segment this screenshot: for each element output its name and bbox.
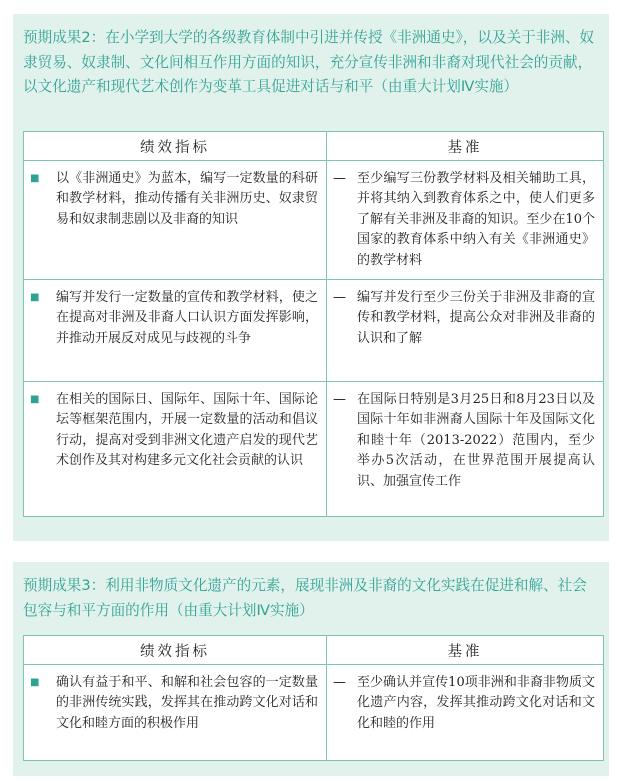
dash-icon: — <box>333 392 346 408</box>
indicator-cell <box>24 161 327 280</box>
outcome-3-table <box>23 635 604 761</box>
outcome-2-panel <box>13 10 609 541</box>
panel-top-divider <box>13 10 609 14</box>
table-row <box>24 382 604 517</box>
indicator-text: 编写并发行一定数量的宣传和教学材料，使之在提高对非洲及非裔人口认识方面发挥影响，并推动开展反对成见与歧视的斗争 <box>56 290 318 346</box>
bullet-icon: ■ <box>30 173 40 184</box>
benchmark-header: 基准 <box>327 132 604 161</box>
indicator-cell <box>24 280 327 382</box>
dash-icon: — <box>333 675 346 690</box>
benchmark-cell <box>327 280 604 382</box>
benchmark-cell <box>327 161 604 280</box>
table-header-row <box>24 636 604 665</box>
table-row <box>24 665 604 761</box>
dash-icon: — <box>333 290 346 306</box>
bullet-icon: ■ <box>30 292 40 304</box>
outcome-2-table <box>23 131 604 517</box>
indicator-text: 以《非洲通史》为蓝本，编写一定数量的科研和教学材料，推动传播有关非洲历史、奴隶贸易和奴隶制悲剧以及非裔的知识 <box>56 171 318 227</box>
indicator-cell <box>24 382 327 517</box>
dash-icon: — <box>333 171 346 186</box>
table-row <box>24 280 604 382</box>
benchmark-text: 至少确认并宣传10项非洲和非裔非物质文化遗产内容，发挥其推动跨文化对话和文化和睦的作用 <box>357 675 595 731</box>
indicator-text: 确认有益于和平、和解和社会包容的一定数量的非洲传统实践，发挥其在推动跨文化对话和文化和睦方面的积极作用 <box>56 675 318 731</box>
outcome-3-panel <box>13 562 609 776</box>
benchmark-text: 在国际日特别是3月25日和8月23日以及国际十年如非洲裔人国际十年及国际文化和睦十年（2013-2022）范围内，至少举办5次活动，在世界范围开展提高认识、加强宣传工作 <box>357 392 595 489</box>
indicator-cell <box>24 665 327 761</box>
indicator-text: 在相关的国际日、国际年、国际十年、国际论坛等框架范围内，开展一定数量的活动和倡议行动，提高对受到非洲文化遗产启发的现代艺术创作及其对构建多元文化社会贡献的认识 <box>56 392 318 469</box>
outcome-2-title: 预期成果2：在小学到大学的各级教育体制中引进并传授《非洲通史》，以及关于非洲、奴隶贸易、奴隶制、文化间相互作用方面的知识，充分宣传非洲和非裔对现代社会的贡献，以文化遗产和现代艺术创作为变革工具促进对话与和平（由重大计划Ⅳ实施） <box>23 29 595 95</box>
indicator-header: 绩效指标 <box>24 636 327 665</box>
indicator-header: 绩效指标 <box>24 132 327 161</box>
table-row <box>24 161 604 280</box>
bullet-icon: ■ <box>30 677 40 688</box>
bullet-icon: ■ <box>30 394 40 406</box>
benchmark-text: 至少编写三份教学材料及相关辅助工具，并将其纳入到教育体系之中，使人们更多了解有关非洲及非裔的知识。至少在10个国家的教育体系中纳入有关《非洲通史》的教学材料 <box>357 171 595 268</box>
benchmark-cell <box>327 382 604 517</box>
benchmark-header: 基准 <box>327 636 604 665</box>
table-header-row <box>24 132 604 161</box>
outcome-3-title: 预期成果3：利用非物质文化遗产的元素，展现非洲及非裔的文化实践在促进和解、社会包容与和平方面的作用（由重大计划Ⅳ实施） <box>23 577 587 619</box>
benchmark-cell <box>327 665 604 761</box>
benchmark-text: 编写并发行至少三份关于非洲及非裔的宣传和教学材料，提高公众对非洲及非裔的认识和了解 <box>357 290 595 346</box>
